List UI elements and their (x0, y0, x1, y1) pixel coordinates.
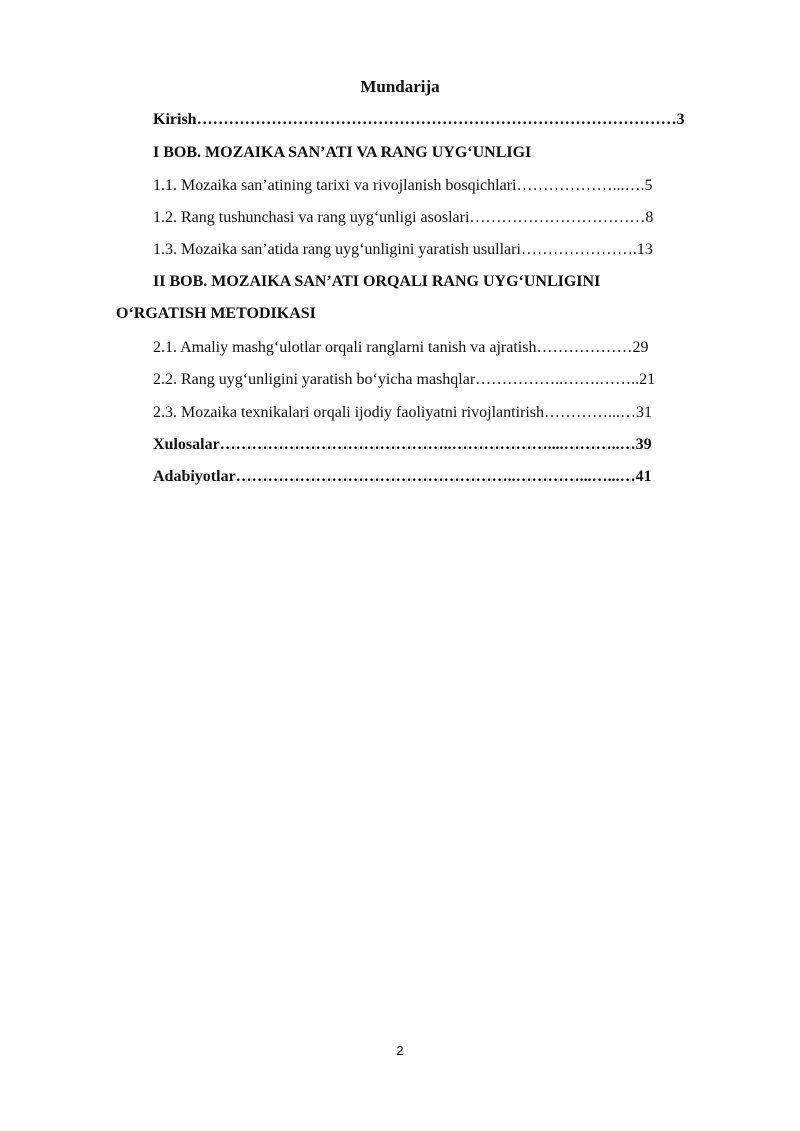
toc-entry-1-2: 1.2. Rang tushunchasi va rang uyg‘unligi asoslari……………………………8 (153, 209, 654, 226)
toc-chapter-2-heading: II BOB. MOZAIKA SAN’ATI ORQALI RANG UYG‘UNLIGINI (153, 273, 601, 290)
page-number: 2 (396, 1043, 404, 1058)
toc-entry-2-3: 2.3. Mozaika texnikalari orqali ijodiy faoliyatni rivojlantirish…………...…31 (153, 404, 653, 421)
toc-entry-references: Adabiyotlar……………………………………………..…………...…...…41 (153, 468, 652, 485)
toc-entry-conclusions: Xulosalar……………………………………..………………....………..…39 (153, 436, 652, 453)
toc-entry-1-3: 1.3. Mozaika san’atida rang uyg‘unligini yaratish usullari………………….13 (153, 241, 653, 258)
toc-entry-2-2: 2.2. Rang uyg‘unligini yaratish bo‘yicha mashqlar……………..…….……..21 (153, 371, 656, 388)
toc-entry-2-1: 2.1. Amaliy mashg‘ulotlar orqali ranglarni tanish va ajratish………………29 (153, 339, 649, 356)
toc-title: Mundarija (360, 77, 440, 96)
toc-entry-1-1: 1.1. Mozaika san’atining tarixi va rivojlanish bosqichlari………………...….5 (153, 177, 653, 194)
toc-entry-introduction: Kirish………………………………………………………………………………3 (153, 111, 685, 128)
toc-chapter-1-heading: I BOB. MOZAIKA SAN’ATI VA RANG UYG‘UNLIGI (153, 144, 532, 161)
toc-chapter-2-heading-continued: O‘RGATISH METODIKASI (116, 305, 316, 322)
